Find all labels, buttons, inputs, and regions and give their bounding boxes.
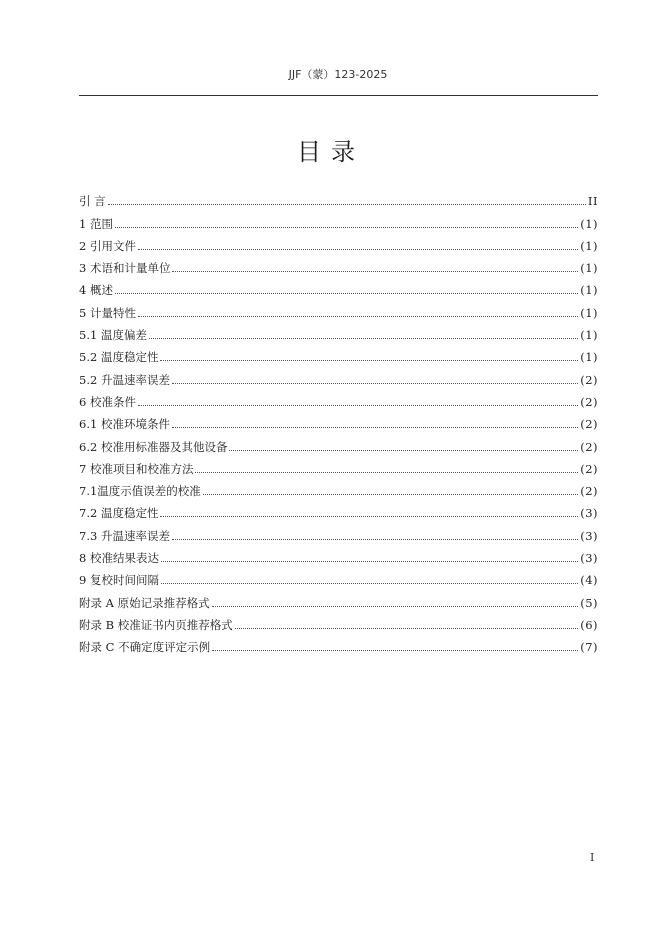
toc-entry-page: (2): [580, 372, 598, 387]
toc-entry-label: 6.2 校准用标准器及其他设备: [79, 439, 228, 454]
toc-entry-page: (2): [580, 461, 598, 476]
toc-entry[interactable]: [79, 232, 598, 254]
toc-dot-leader: [203, 494, 578, 495]
toc-entry-page: (2): [580, 417, 598, 432]
toc-entry-label: 7.3 升温速率误差: [79, 528, 170, 543]
document-code-header: JJF（蒙）123-2025: [288, 68, 388, 81]
toc-entry-page: (2): [580, 394, 598, 409]
toc-entry-label: 1 范围: [79, 216, 113, 231]
toc-entry[interactable]: [79, 455, 598, 477]
toc-entry-label: 7.1温度示值误差的校准: [79, 484, 201, 499]
toc-entry[interactable]: [79, 321, 598, 343]
toc-dot-leader: [172, 383, 578, 384]
toc-entry-label: 附录 A 原始记录推荐格式: [79, 595, 210, 610]
toc-entry-label: 引 言: [79, 194, 106, 209]
toc-entry-page: (2): [580, 484, 598, 499]
toc-dot-leader: [138, 316, 578, 317]
toc-entry-label: 3 术语和计量单位: [79, 261, 171, 276]
toc-entry[interactable]: [79, 521, 598, 543]
toc-entry-label: 2 引用文件: [79, 238, 136, 253]
toc-entry[interactable]: [79, 187, 598, 209]
toc-entry-page: (6): [580, 617, 598, 632]
toc-dot-leader: [115, 227, 578, 228]
toc-entry[interactable]: [79, 298, 598, 320]
toc-dot-leader: [195, 472, 578, 473]
toc-entry[interactable]: [79, 566, 598, 588]
toc-entry-label: 7 校准项目和校准方法: [79, 461, 194, 476]
toc-entry-page: (3): [580, 528, 598, 543]
toc-entry-label: 5 计量特性: [79, 305, 136, 320]
toc-entry-label: 9 复校时间间隔: [79, 573, 159, 588]
toc-entry[interactable]: [79, 410, 598, 432]
toc-entry[interactable]: [79, 588, 598, 610]
toc-entry[interactable]: [79, 499, 598, 521]
page-title: 目录: [297, 138, 365, 166]
toc-entry-label: 7.2 温度稳定性: [79, 506, 159, 521]
toc-entry[interactable]: [79, 633, 598, 655]
toc-entry-page: II: [587, 194, 598, 209]
toc-entry-label: 6 校准条件: [79, 394, 136, 409]
toc-entry[interactable]: [79, 477, 598, 499]
toc-entry[interactable]: [79, 209, 598, 231]
toc-entry-label: 5.2 升温速率误差: [79, 372, 170, 387]
toc-entry-page: (1): [580, 238, 598, 253]
table-of-contents: [79, 187, 598, 655]
toc-dot-leader: [212, 606, 579, 607]
toc-entry[interactable]: [79, 276, 598, 298]
toc-entry[interactable]: [79, 432, 598, 454]
toc-dot-leader: [212, 650, 578, 651]
header-divider: [79, 95, 598, 96]
toc-entry[interactable]: [79, 365, 598, 387]
toc-dot-leader: [172, 427, 578, 428]
toc-entry-page: (3): [580, 551, 598, 566]
toc-dot-leader: [138, 249, 578, 250]
toc-entry-page: (7): [580, 640, 598, 655]
toc-entry-page: (2): [580, 439, 598, 454]
toc-entry-page: (3): [580, 506, 598, 521]
toc-entry-label: 附录 C 不确定度评定示例: [79, 640, 211, 655]
toc-dot-leader: [160, 360, 578, 361]
toc-entry-page: (1): [580, 283, 598, 298]
toc-entry-label: 5.1 温度偏差: [79, 328, 147, 343]
toc-entry-label: 附录 B 校准证书内页推荐格式: [79, 617, 233, 632]
toc-entry-page: (1): [580, 261, 598, 276]
toc-dot-leader: [161, 583, 578, 584]
toc-entry[interactable]: [79, 254, 598, 276]
toc-dot-leader: [229, 450, 578, 451]
toc-entry-page: (1): [580, 305, 598, 320]
toc-dot-leader: [172, 271, 578, 272]
page-number: I: [590, 851, 595, 864]
toc-entry-label: 4 概述: [79, 283, 113, 298]
toc-entry-label: 8 校准结果表达: [79, 551, 159, 566]
toc-entry-label: 5.2 温度稳定性: [79, 350, 159, 365]
toc-entry-page: (1): [580, 216, 598, 231]
toc-dot-leader: [235, 628, 578, 629]
toc-dot-leader: [108, 204, 586, 205]
toc-dot-leader: [172, 539, 578, 540]
toc-dot-leader: [161, 561, 578, 562]
toc-entry-label: 6.1 校准环境条件: [79, 417, 170, 432]
toc-entry[interactable]: [79, 544, 598, 566]
toc-dot-leader: [160, 516, 578, 517]
toc-dot-leader: [138, 405, 578, 406]
toc-entry-page: (1): [580, 328, 598, 343]
toc-entry-page: (1): [580, 350, 598, 365]
toc-entry[interactable]: [79, 343, 598, 365]
toc-entry-page: (5): [580, 595, 598, 610]
toc-entry[interactable]: [79, 388, 598, 410]
toc-entry[interactable]: [79, 611, 598, 633]
toc-entry-page: (4): [580, 573, 598, 588]
toc-dot-leader: [115, 293, 578, 294]
toc-dot-leader: [149, 338, 578, 339]
